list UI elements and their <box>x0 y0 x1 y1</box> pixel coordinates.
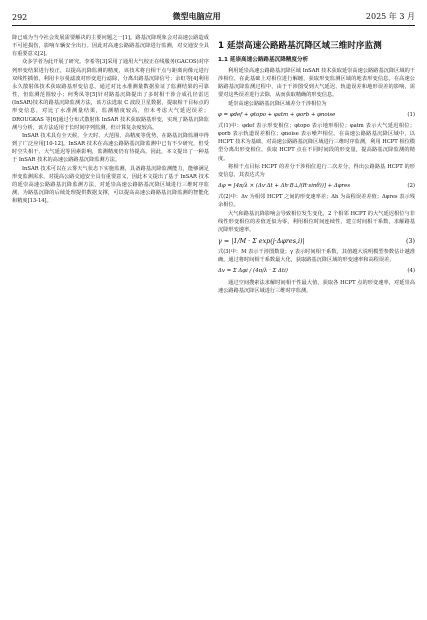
left-paragraph: InSAR 技术具有全天候、全天时、大范围、高精度等优势，在路基沉降监测中得到了广泛应用[10-12]。InSAR 技术在高速公路路基沉降监测中已有不少研究，但受时空失相干、大气延迟等因素影响，监测精度仍有待提高。因此，本文提出了一种基于 InSAR 技术的高速公路路基沉降监测方法。 <box>12 132 209 164</box>
right-paragraph: 利用延崇高速公路路基沉降区域 InSAR 技术获取延崇高速公路路基沉降区域的干涉相位，在此基础上对相位进行解缠，获取形变监测区域的地表形变信息。在高速公路路基沉降监测过程中，由于干涉图受到大气延迟、轨道误差和地形误差的影响，需要对这些误差进行去除，从而获取精确的形变信息。 <box>218 68 415 99</box>
page-number: 292 <box>12 13 28 22</box>
subsection-title: 1.1 延崇高速公路路基沉降精度分析 <box>218 57 309 63</box>
right-paragraph: 式(2)中：Δv 为相邻 HCPT 之间的形变速率差；Δh 为高程误差差值；Δφres 表示残余相位。 <box>218 194 415 209</box>
left-paragraph: 众多学者为此开展了研究。李希等[3]采用了通用大气校正在线服务(GACOS)对序列形变结果进行校正，以提高沉降监测的精度，该技术将自相干点与距离向像元进行双线性插值，利用卡尔曼滤波对形变进行滤除，分离出路基沉降信号；余虹等[4]利用永久散射体技术获取路基形变信息，通过对比水准测量数据验证了监测结果的可靠性，但监测范围较小；何秀凤等[5]针对路基沉降提出了多时相干涉合成孔径雷达(InSAR)技术的路基沉降监测方法，该方法选取 C 波段卫星数据，提取相干目标点的形变信息，对比了水准测量结果，监测精度较高，但未考虑大气延迟误差；DROUGKAS 等[6]通过分布式散射体 InSAR 技术获取路基形变，实现了路基沉降监测与分析，该方法适用于长时间序列监测，但计算复杂度较高。 <box>12 59 209 131</box>
equation-4 <box>218 267 415 275</box>
right-paragraph: 大气和路基沉降影响会导致相位发生变化，2 个相邻 HCPT 的大气延迟相位与非线性形变相位的差值近似为零，利用相位时间连续性，建立时间相干系数，求解路基沉降形变速率。 <box>218 210 415 233</box>
equation-3 <box>218 237 415 245</box>
header-rule <box>12 25 415 26</box>
equation-number: (2) <box>407 183 415 190</box>
left-column <box>12 34 209 205</box>
left-paragraph: 降已成为当今社会发展需要解决的主要问题之一[1]。路基沉降现象会对高速公路造成不可逆损伤，影响车辆安全出行。因此对高速公路路基沉降进行监测，对交通安全具有重要意义[2]。 <box>12 35 209 58</box>
equation-body: φ = φdef + φtopo + φatm + φorb + φnoise <box>218 111 336 118</box>
journal-title: 微型电脑应用 <box>172 12 221 21</box>
right-column <box>218 34 415 295</box>
equation-body: Δv = Σ Δφi / (4π/λ · Σ Δti) <box>218 268 288 275</box>
equation-number: (3) <box>405 236 415 245</box>
right-paragraph: 将相干点目标 HCPT 的差分干涉相位进行二次差分，得出公路路基 HCPT 的形变信息，其表达式为 <box>218 163 415 178</box>
equation-2 <box>218 182 415 190</box>
equation-body: Δφ = [4π/λ × (Δv·Δt + Δh·B⊥/(R·sinθ))] + Δφres <box>218 183 351 190</box>
left-paragraph: InSAR 技术可以在云雾天气状态下实施监测，具备路基沉降监测能力，能够满足形变监测需求，对提高公路交通安全具有重要意义，因此本文提出了基于 InSAR 技术的延崇高速公路路基沉降监测方法，对延崇高速公路路基沉降区域进行三维时序监测，为路基沉降的后续处理提供数据支撑，可以提高高速公路路基沉降监测的智能化和精度[13-14]。 <box>12 165 209 205</box>
page-header <box>12 8 415 22</box>
section-title: 1 延崇高速公路路基沉降区域三维时序监测 <box>218 41 382 51</box>
equation-number: (4) <box>407 268 415 275</box>
issue-date: 2025 年 3 月 <box>365 12 415 21</box>
right-paragraph: 通过空间搜索法求解时间相干性最大值，获取各 HCPT 点的形变速率，对延崇高速公路路基沉降区域进行三维时序监测。 <box>218 279 415 294</box>
right-paragraph: 式(3)中：M 表示干涉图数量；γ 表示时间相干系数，其值越大说明模型参数估计越准确。通过将时间相干系数最大化，获取路基沉降区域的形变速率和高程误差。 <box>218 249 415 264</box>
right-paragraph: 式(1)中：φdef 表示形变相位；φtopo 表示地形相位；φatm 表示大气延迟相位；φorb 表示轨道误差相位；φnoise 表示噪声相位。在高速公路路基沉降区域中，以 HCPT 技术为基础，对高速公路路基沉降区域进行三维时序监测，利用 HCPT 相位模型分离出形变相位，获取 HCPT 点在不同时间段的形变量，提高路基沉降监测的精度。 <box>218 122 415 162</box>
right-paragraph: 延崇高速公路路基沉降区域差分干涉相位为 <box>228 100 327 107</box>
equation-number: (1) <box>407 111 415 118</box>
equation-1 <box>218 111 415 119</box>
equation-body: γ = |1/M · Σ exp(j·Δφres,i)| <box>218 236 305 245</box>
